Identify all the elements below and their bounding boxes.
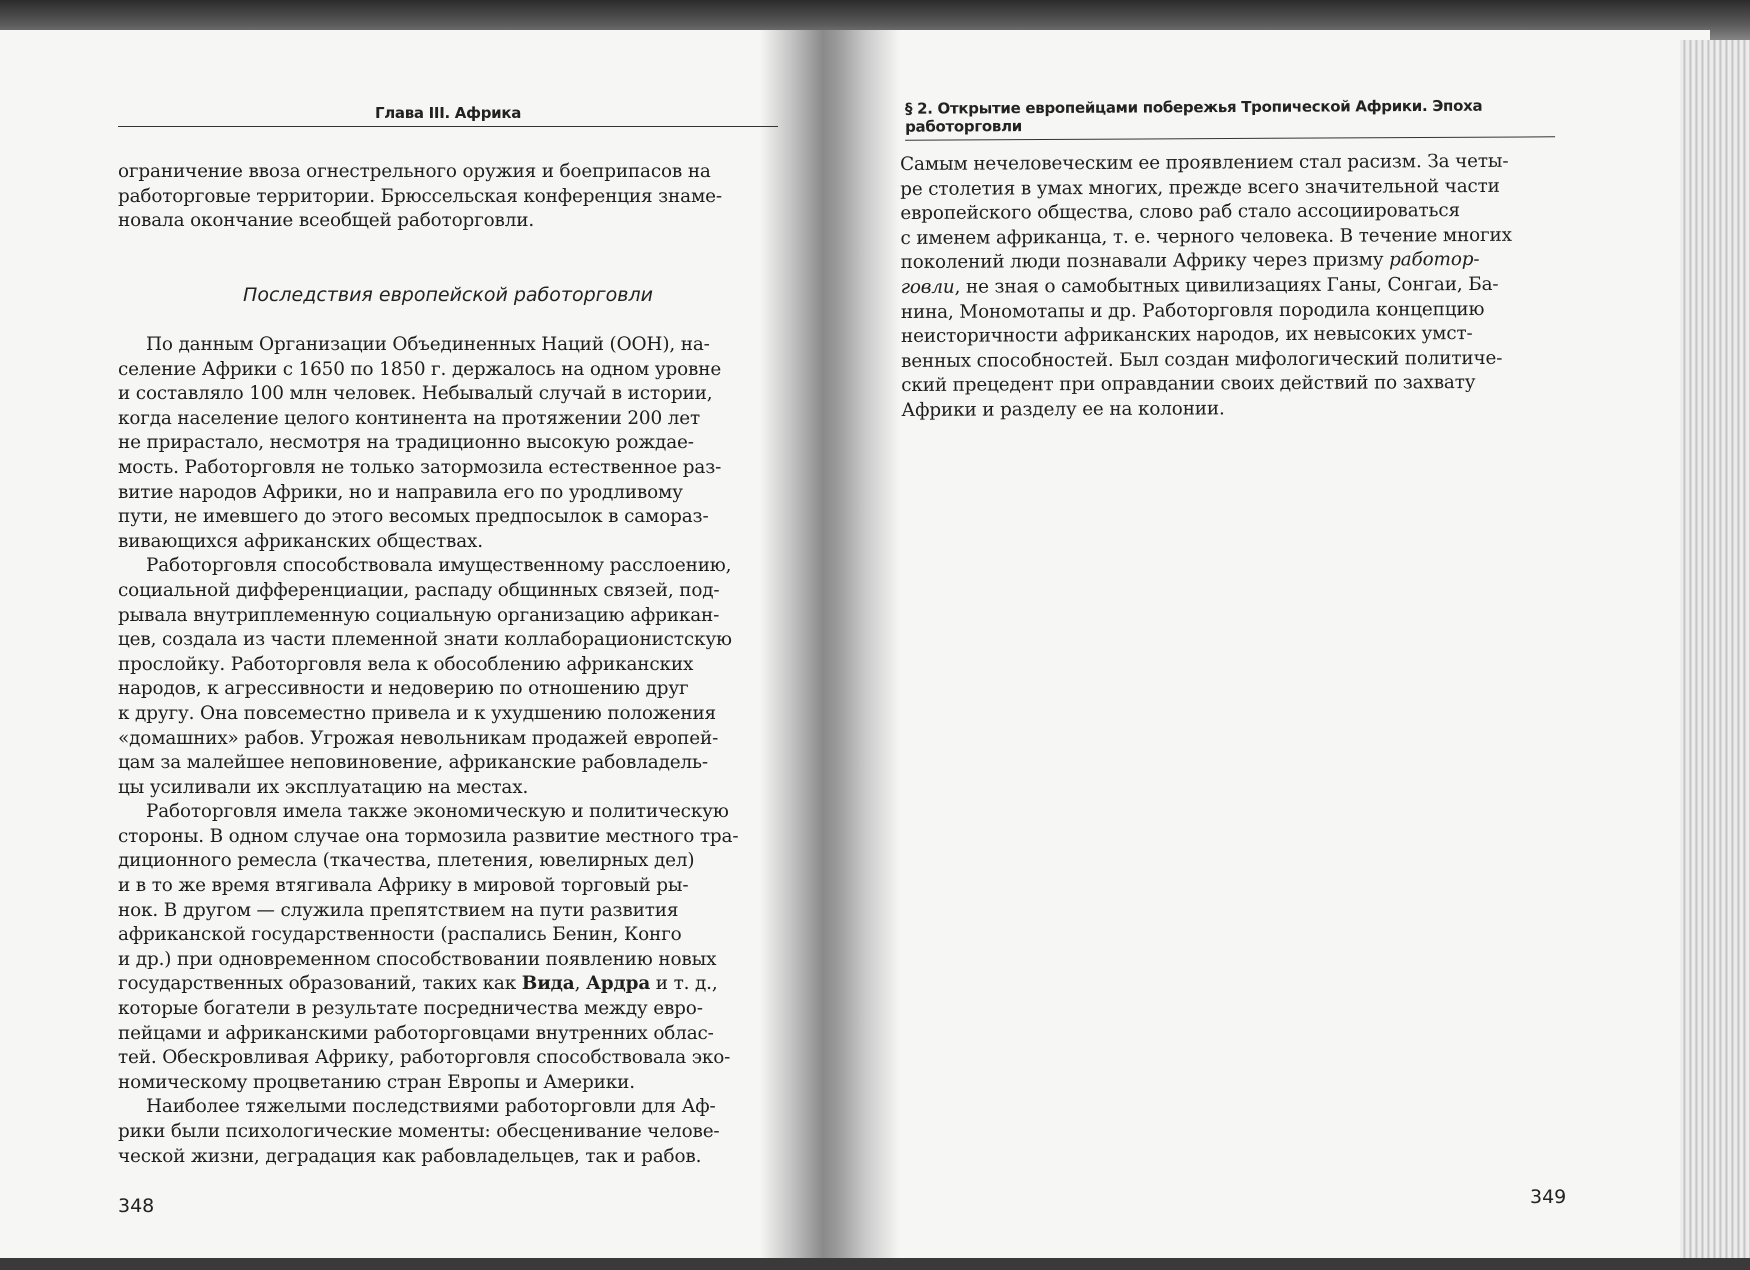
- text-line: и составляло 100 млн человек. Небывалый случай в истории,: [118, 383, 713, 405]
- text-line: ограничение ввоза огнестрельного оружия и боеприпасов на: [118, 161, 711, 182]
- text-line: Африки и разделу ее на колонии.: [901, 398, 1225, 421]
- text-line: рики были психологические моменты: обесценивание челове-: [118, 1121, 720, 1142]
- text-line: цы усиливали их эксплуатацию на местах.: [118, 776, 529, 798]
- italic-term: работор-: [1389, 249, 1480, 271]
- text-line: пейцами и африканскими работорговцами внутренних облас-: [118, 1022, 714, 1044]
- text-run: поколений люди познавали Африку через призму: [900, 249, 1390, 274]
- section-title: Последствия европейской работорговли: [243, 284, 653, 306]
- bold-term-vida: Вида: [521, 973, 575, 995]
- running-head-right: § 2. Открытие европейцами побережья Тропической Африки. Эпоха работорговли: [905, 96, 1555, 140]
- text-line: ческой жизни, деградация как рабовладельцев, так и рабов.: [118, 1145, 702, 1167]
- intro-paragraph: [118, 160, 778, 234]
- text-line: неисторичности африканских народов, их невысоких умст-: [900, 323, 1473, 348]
- text-line: Работорговля имела также экономическую и политическую: [146, 801, 729, 823]
- page-number-left: 348: [118, 1195, 155, 1217]
- text-run: , не зная о самобытных цивилизациях Ганы, Сонгаи, Ба-: [954, 273, 1499, 298]
- text-line: прослойку. Работорговля вела к обособлению африканских: [118, 653, 694, 675]
- text-line: Наиболее тяжелыми последствиями работорговли для Аф-: [146, 1096, 716, 1118]
- text-line: цев, создала из части племенной знати коллаборационистскую: [118, 629, 732, 651]
- text-line: социальной дифференциации, распаду общинных связей, под-: [118, 579, 720, 601]
- text-run: государственных образований, таких как: [118, 973, 522, 995]
- italic-term: говли: [900, 276, 955, 298]
- text-line: цам за малейшее неповиновение, африканские рабовладель-: [118, 752, 708, 774]
- text-line: номическому процветанию стран Европы и Америки.: [118, 1071, 635, 1093]
- text-line-with-bold: [118, 972, 778, 997]
- text-line: и др.) при одновременном способствовании появлению новых: [118, 948, 717, 970]
- text-line: нок. В другом — служила препятствием на пути развития: [118, 899, 679, 921]
- text-line: «домашних» рабов. Угрожая невольникам продажей европей-: [118, 727, 719, 749]
- text-line: витие народов Африки, но и направила его по уродливому: [118, 481, 683, 503]
- text-line: африканской государственности (распались Бенин, Конго: [118, 924, 682, 946]
- text-line-with-italic: [901, 248, 1565, 276]
- text-line: рывала внутриплеменную социальную организацию африкан-: [118, 604, 720, 626]
- text-line: которые богатели в результате посредничества между евро-: [118, 998, 703, 1020]
- page-number-right: 349: [1530, 1186, 1567, 1208]
- text-line: работорговые территории. Брюссельская конференция знаме-: [118, 185, 722, 207]
- text-line: когда население целого континента на протяжении 200 лет: [118, 407, 701, 429]
- text-line: ский прецедент при оправдании своих действий по захвату: [901, 372, 1476, 397]
- left-body: [118, 333, 778, 1169]
- text-line: Работорговля способствовала имущественному расслоению,: [146, 555, 732, 577]
- text-run: ,: [574, 973, 586, 995]
- text-line: стороны. В одном случае она тормозила развитие местного тра-: [118, 825, 739, 847]
- text-line: и в то же время втягивала Африку в мировой торговый ры-: [118, 875, 689, 897]
- text-line: По данным Организации Объединенных Наций (ООН), на-: [146, 334, 710, 355]
- text-run: и т. д.,: [650, 973, 718, 995]
- right-body: [900, 150, 1565, 424]
- text-line: народов, к агрессивности и недоверию по отношению друг: [118, 678, 689, 700]
- text-line: новала окончание всеобщей работорговли.: [118, 210, 535, 232]
- text-line: мость. Работорговля не только затормозила естественное раз-: [118, 456, 722, 478]
- text-line: Самым нечеловеческим ее проявлением стал расизм. За четы-: [900, 150, 1509, 175]
- text-line: вивающихся африканских обществах.: [118, 530, 483, 552]
- text-line: к другу. Она повсеместно привела и к ухудшению положения: [118, 702, 717, 724]
- text-line: нина, Мономотапы и др. Работорговля породила концепцию: [900, 298, 1485, 323]
- text-line: селение Африки с 1650 по 1850 г. держалось на одном уровне: [118, 358, 722, 380]
- text-line: не прирастало, несмотря на традиционно высокую рождае-: [118, 432, 694, 454]
- bold-term-ardra: Ардра: [585, 973, 651, 995]
- text-line: европейского общества, слово раб стало ассоциироваться: [900, 200, 1461, 225]
- book-gutter: [760, 30, 900, 1262]
- text-line: пути, не имевшего до этого весомых предпосылок в самораз-: [118, 506, 709, 528]
- text-line: тей. Обескровливая Африку, работорговля способствовала эко-: [118, 1047, 731, 1069]
- scan-bottom-edge: [0, 1258, 1750, 1270]
- text-line-with-italic: [901, 272, 1565, 300]
- text-line: диционного ремесла (ткачества, плетения, ювелирных дел): [118, 850, 695, 872]
- running-head-left: Глава III. Африка: [118, 104, 778, 127]
- text-line: венных способностей. Был создан мифологический политиче-: [901, 347, 1503, 372]
- text-line: ре столетия в умах многих, прежде всего значительной части: [900, 175, 1500, 200]
- text-line: с именем африканца, т. е. черного человека. В течение многих: [900, 224, 1512, 249]
- page-edges: [1680, 40, 1750, 1260]
